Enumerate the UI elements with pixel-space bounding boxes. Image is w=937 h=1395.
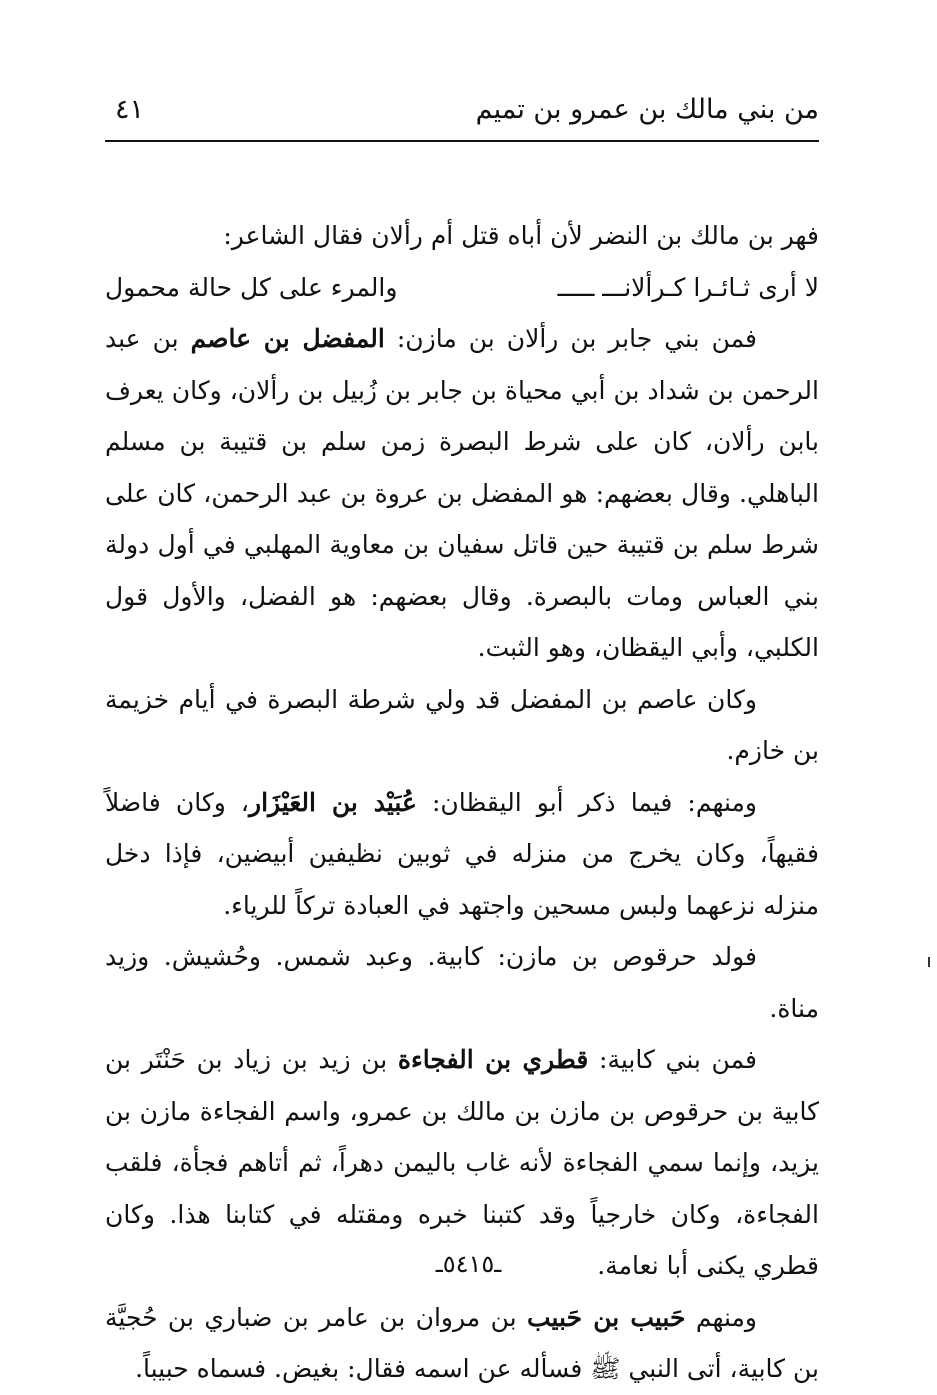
main-text (105, 210, 819, 1395)
paragraph-5: فولد حرقوص بن مازن: كابية. وعبد شمس. وحُشيش. وزيد مناة. (105, 942, 819, 1023)
paragraph-2 (105, 313, 819, 674)
paragraph-4-start: ومنهم: فيما ذكر أبو اليقظان: (416, 787, 757, 817)
paragraph-1: فهر بن مالك بن النضر لأن أباه قتل أم رألان فقال الشاعر: (223, 221, 819, 250)
person-name-qatari: قطري بن الفجاءة (397, 1045, 589, 1074)
paragraph-4-rest: ، وكان فاضلاً فقيهاً، وكان يخرج من منزله في ثوبين نظيفين أبيضين، فإذا دخل منزله نزعهما ولبس مسحين واجتهد في العبادة تركاً للرياء. (105, 787, 819, 920)
person-name-mufaddal: المفضل بن عاصم (190, 324, 385, 353)
person-name-ubayd: عُبَيْد بن العَيْزَار (249, 787, 417, 817)
paragraph-7-rest: بن مروان بن عامر بن ضباري بن حُجيَّة بن كابية، أتى النبي ﷺ فسأله عن اسمه فقال: بغيض. فسماه حبيباً. (105, 1302, 819, 1383)
running-header (105, 92, 819, 142)
verse-first-hemistich: لا أرى ثـائـرا كـرألانـــ ـــــ (557, 272, 819, 302)
paragraph-3: وكان عاصم بن المفضل قد ولي شرطة البصرة في أيام خزيمة بن خازم. (105, 684, 819, 765)
paragraph-7-start: ومنهم (685, 1302, 757, 1332)
paragraph-7 (105, 1292, 819, 1395)
person-name-habib: حَبيب بن حَبيب (526, 1302, 686, 1332)
scan-edge-mark (928, 957, 930, 967)
paragraph-4 (105, 777, 819, 932)
poetry-verse (105, 262, 819, 314)
verse-second-hemistich: والمرء على كل حالة محمول (105, 272, 398, 302)
paragraph-2-rest: بن عبد الرحمن بن شداد بن أبي محياة بن جابر بن زُبيل بن رألان، وكان يعرف بابن رألان، كان على شرط البصرة زمن سلم بن قتيبة بن مسلم الباهلي. وقال بعضهم: هو المفضل بن عروة بن عبد الرحمن، كان على شرط سلم بن قتيبة حين قاتل سفيان بن معاوية المهلبي في أول دولة بني العباس ومات بالبصرة. وقال بعضهم: هو الفضل، والأول قول الكلبي، وأبي اليقظان، وهو الثبت. (105, 324, 819, 662)
footer-page-number: ـ٥٤١٥ـ (435, 1250, 502, 1278)
header-title: من بني مالك بن عمرو بن تميم (475, 94, 819, 125)
header-page-number: ٤١ (115, 94, 145, 125)
paragraph-6-start: فمن بني كابية: (588, 1045, 757, 1074)
paragraph-6-rest: بن زيد بن زياد بن حَنْتَر بن كابية بن حرقوص بن مازن بن مالك بن عمرو، واسم الفجاءة مازن بن يزيد، وإنما سمي الفجاءة لأنه غاب باليمن دهراً، ثم أتاهم فجأة، فلقب الفجاءة، وكان خارجياً وقد كتبنا خبره ومقتله في كتابنا هذا. وكان قطري يكنى أبا نعامة. (105, 1045, 819, 1280)
paragraph-2-start: فمن بني جابر بن رألان بن مازن: (384, 324, 758, 353)
